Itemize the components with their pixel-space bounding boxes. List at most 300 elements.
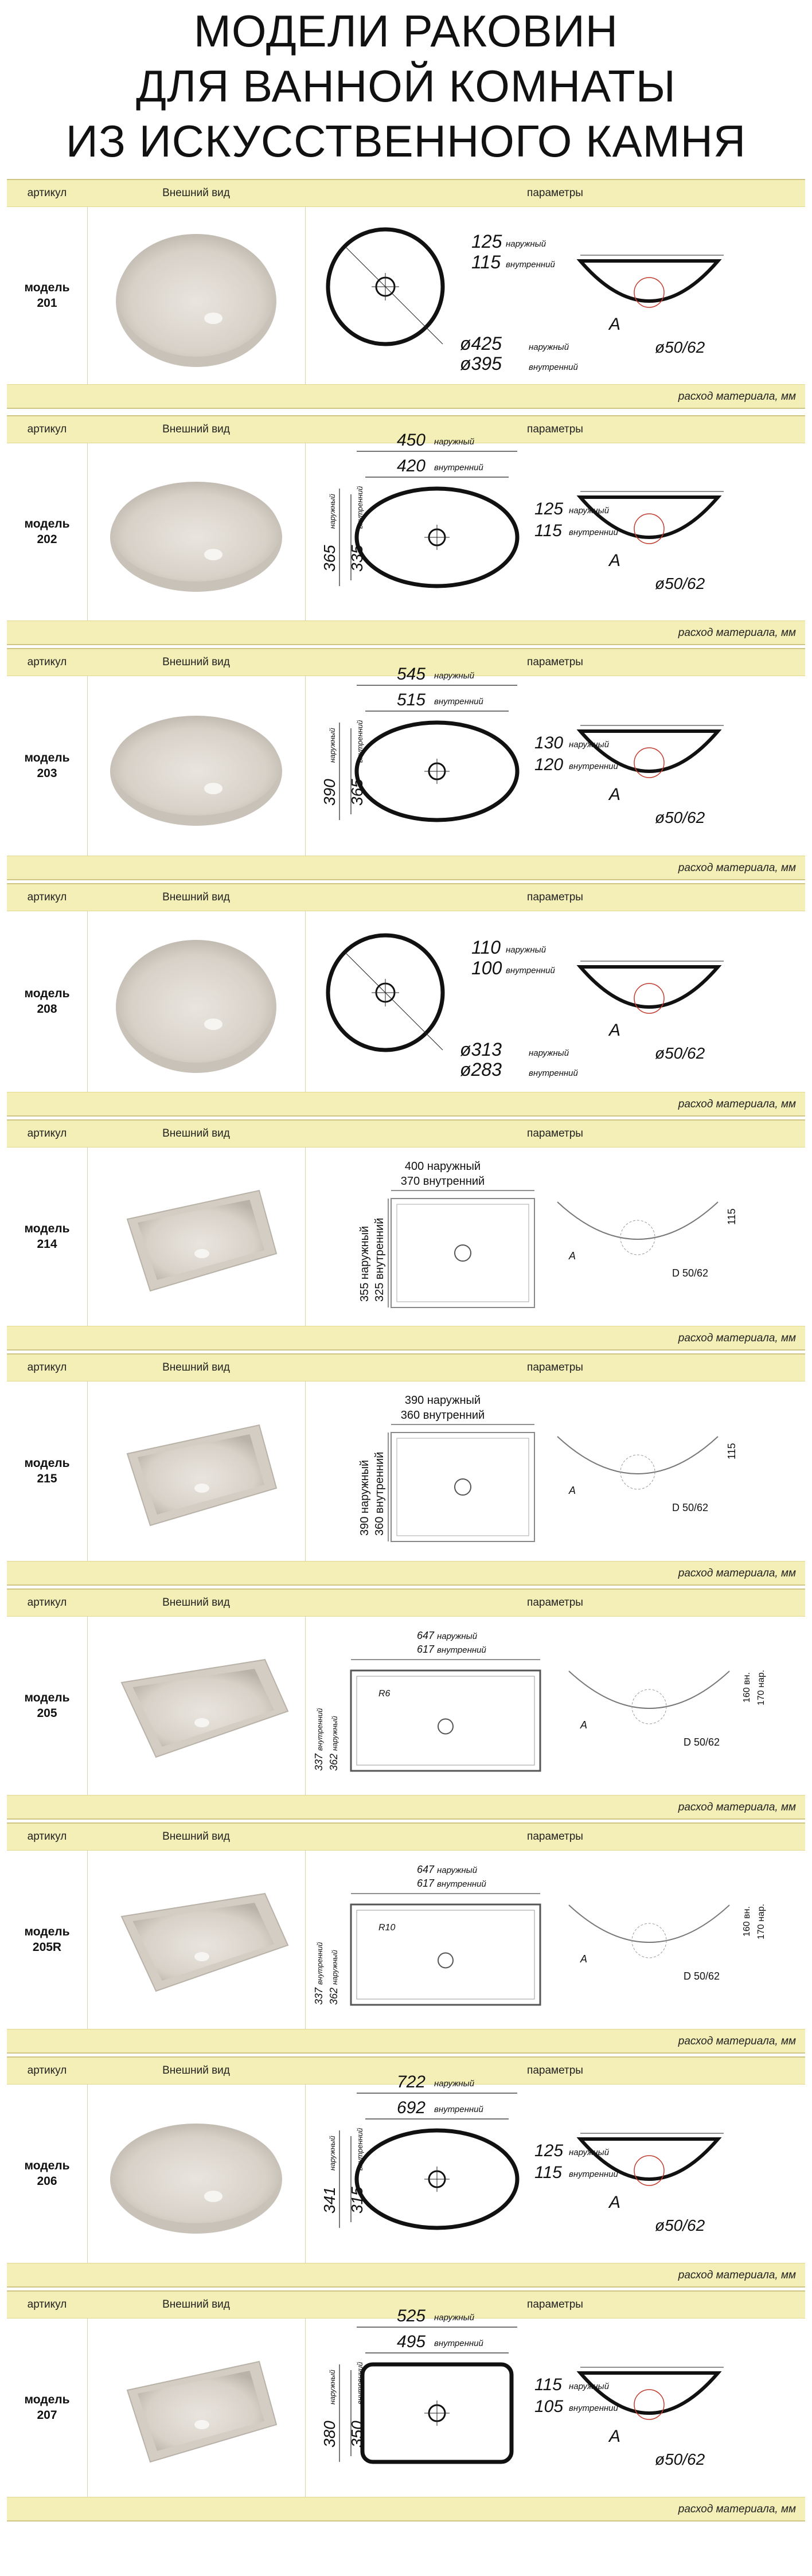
sink-drawing	[305, 431, 805, 620]
table-footer	[7, 1326, 805, 1351]
footer-label: расход материала, мм	[678, 2035, 796, 2047]
sink-bowl	[118, 940, 274, 1063]
sink-image	[87, 2084, 305, 2263]
table-footer	[7, 1092, 805, 1117]
dimension-label: внутренний	[434, 2339, 483, 2348]
drain-label: D 50/62	[684, 1736, 720, 1748]
dimension-label: наружный	[529, 1048, 569, 1058]
header-appearance: Внешний вид	[162, 2064, 230, 2077]
dimension-label: внутренний	[356, 2128, 364, 2171]
dimension-label: 160 вн.	[742, 1906, 752, 1937]
dimension-label: 350	[348, 2421, 366, 2448]
table-footer	[7, 2029, 805, 2054]
technical-drawing	[305, 911, 805, 1092]
dimension-line	[345, 953, 443, 1050]
technical-drawing	[305, 1381, 805, 1561]
detail-circle	[632, 1689, 666, 1724]
header-params: параметры	[527, 1830, 583, 1843]
dimension-label: наружный	[328, 2370, 337, 2405]
header-params: параметры	[527, 656, 583, 668]
detail-marker: A	[609, 2193, 621, 2212]
drain-hole	[204, 2191, 222, 2202]
model-row	[7, 1147, 805, 1326]
model-label: модель	[24, 751, 70, 764]
inner-outline	[397, 1438, 529, 1536]
dimension-label: 130	[534, 733, 564, 752]
dimension-label: 110	[471, 937, 501, 958]
dimension-label: внутренний	[569, 2403, 618, 2413]
dimension-label: внутренний	[315, 1942, 324, 1985]
dimension-label: 120	[534, 755, 564, 774]
dimension-label: ø313	[460, 1039, 502, 1060]
header-article: артикул	[27, 656, 67, 668]
dimension-label: 515	[396, 690, 425, 709]
sink-image	[87, 1850, 305, 2029]
model-article	[7, 911, 88, 1092]
outer-outline	[391, 1433, 534, 1541]
dimension-label: наружный	[328, 494, 337, 529]
sink-image	[87, 1147, 305, 1326]
dimension-label: 390	[321, 779, 338, 806]
sink-photo	[87, 206, 306, 384]
inner-outline	[397, 1204, 529, 1302]
dimension-line	[345, 247, 443, 344]
header-appearance: Внешний вид	[162, 1830, 230, 1843]
model-row	[7, 1850, 805, 2029]
dimension-label: 360 внутренний	[373, 1451, 386, 1536]
dimension-label: 370 внутренний	[400, 1175, 485, 1188]
dimension-label: внутренний	[434, 2105, 483, 2114]
dimension-label: наружный	[328, 2136, 337, 2171]
footer-label: расход материала, мм	[678, 2503, 796, 2515]
footer-label: расход материала, мм	[678, 627, 796, 639]
model-article	[7, 676, 88, 856]
sink-drawing	[305, 1850, 805, 2029]
outer-outline	[351, 1904, 540, 2005]
drain-label: D 50/62	[684, 1970, 720, 1982]
model-card	[7, 1822, 805, 2052]
dimension-label: 360 внутренний	[400, 1409, 485, 1422]
model-row	[7, 665, 805, 856]
drain-label: ø50/62	[655, 809, 705, 826]
title-line-1: МОДЕЛИ РАКОВИН	[193, 6, 619, 56]
drain-hole	[194, 1484, 209, 1493]
model-number: 203	[37, 767, 57, 780]
sink-photo	[87, 443, 306, 620]
outer-outline	[391, 1199, 534, 1307]
model-row	[7, 206, 805, 384]
model-article	[7, 443, 88, 620]
table-header	[7, 1353, 805, 1381]
drain-hole	[194, 2420, 209, 2429]
model-number: 201	[37, 296, 57, 310]
drain-label: ø50/62	[655, 2450, 705, 2468]
dimension-label: наружный	[506, 239, 546, 249]
drain-hole	[204, 783, 222, 794]
dimension-label: 170 нар.	[756, 1903, 766, 1939]
detail-circle	[632, 1923, 666, 1958]
dimension-label: внутренний	[437, 1879, 486, 1889]
dimension-label: 355 наружный	[358, 1225, 371, 1302]
dimension-label: 450	[396, 431, 425, 450]
dimension-label: 341	[321, 2187, 338, 2214]
model-row	[7, 1616, 805, 1795]
detail-marker: A	[609, 315, 621, 334]
model-number: 207	[37, 2409, 57, 2422]
sink-image	[87, 1381, 305, 1561]
dimension-label: внутренний	[529, 362, 578, 372]
model-article	[7, 1616, 88, 1795]
dimension-label: наружный	[569, 740, 610, 750]
footer-label: расход материала, мм	[678, 2269, 796, 2281]
dimension-label: 545	[396, 665, 425, 684]
sink-drawing	[305, 2306, 805, 2497]
detail-marker: A	[609, 785, 621, 804]
dimension-label: внутренний	[506, 966, 555, 975]
drain-label: ø50/62	[655, 1044, 705, 1062]
dimension-label: 365	[348, 779, 366, 806]
sink-image	[87, 443, 305, 620]
dimension-label: 315	[348, 2187, 366, 2214]
model-card	[7, 415, 805, 643]
dimension-label: внутренний	[315, 1708, 324, 1751]
dimension-label: внутренний	[356, 486, 364, 529]
sink-bowl	[112, 716, 280, 815]
table-header	[7, 883, 805, 911]
dimension-label: 125	[534, 2141, 564, 2160]
dimension-label: наружный	[437, 1632, 478, 1641]
model-row	[7, 2306, 805, 2497]
dimension-label: внутренний	[569, 2169, 618, 2179]
sink-photo	[87, 2318, 306, 2497]
sink-bowl	[118, 234, 274, 357]
technical-drawing	[305, 1616, 805, 1795]
drain-hole	[204, 549, 222, 560]
dimension-label: внутренний	[569, 762, 618, 771]
dimension-label: наружный	[569, 2382, 610, 2391]
table-footer	[7, 1561, 805, 1586]
sink-bowl	[112, 482, 280, 581]
header-appearance: Внешний вид	[162, 891, 230, 903]
detail-marker: A	[609, 551, 621, 570]
drain-outline	[455, 1245, 471, 1261]
header-params: параметры	[527, 1127, 583, 1139]
header-article: артикул	[27, 2064, 67, 2077]
dimension-label: наружный	[529, 342, 569, 352]
dimension-label: 647	[416, 1864, 434, 1875]
table-footer	[7, 620, 805, 645]
dimension-label: наружный	[330, 1716, 339, 1751]
table-header	[7, 1119, 805, 1148]
technical-drawing	[305, 431, 805, 620]
dimension-label: 647	[416, 1630, 434, 1641]
detail-marker: A	[609, 1021, 621, 1040]
header-article: артикул	[27, 1361, 67, 1373]
header-article: артикул	[27, 423, 67, 435]
table-footer	[7, 856, 805, 880]
dimension-label: 125	[471, 231, 502, 252]
sink-photo	[87, 2084, 306, 2263]
detail-circle	[634, 514, 664, 544]
dimension-label: 125	[534, 499, 564, 518]
model-row	[7, 431, 805, 620]
dimension-label: внутренний	[569, 528, 618, 537]
dimension-label: 617	[416, 1644, 434, 1655]
model-label: модель	[24, 1457, 70, 1470]
table-footer	[7, 2497, 805, 2522]
drain-hole	[204, 313, 222, 324]
model-label: модель	[24, 1691, 70, 1704]
dimension-label: 337	[313, 1753, 325, 1771]
header-params: параметры	[527, 891, 583, 903]
dimension-label: наружный	[434, 2313, 475, 2323]
detail-marker: A	[609, 2427, 621, 2446]
table-header	[7, 179, 805, 207]
sink-photo	[87, 1147, 306, 1326]
dimension-label: 100	[471, 958, 502, 978]
dimension-label: внутренний	[506, 260, 555, 270]
dimension-label: наружный	[434, 2079, 475, 2089]
model-article	[7, 1381, 88, 1561]
page-title	[0, 0, 812, 172]
header-appearance: Внешний вид	[162, 1127, 230, 1139]
dimension-label: 337	[313, 1987, 325, 2005]
model-row	[7, 911, 805, 1092]
detail-circle	[634, 2156, 664, 2185]
dimension-label: наружный	[569, 2148, 610, 2157]
dimension-label: 390 наружный	[404, 1394, 481, 1407]
sink-photo	[87, 1850, 306, 2029]
header-params: параметры	[527, 423, 583, 435]
header-params: параметры	[527, 1361, 583, 1373]
dimension-label: 365	[321, 545, 338, 572]
detail-circle	[634, 278, 664, 307]
drain-label: D 50/62	[672, 1502, 709, 1513]
sink-image	[87, 206, 305, 384]
footer-label: расход материала, мм	[678, 391, 796, 403]
header-params: параметры	[527, 2064, 583, 2077]
dimension-label: 115	[726, 1208, 737, 1225]
model-article	[7, 206, 88, 384]
dimension-label: внутренний	[356, 2362, 364, 2405]
model-row	[7, 1381, 805, 1561]
dimension-label: 115	[726, 1443, 737, 1459]
model-article	[7, 2318, 88, 2497]
dimension-label: 115	[534, 2163, 562, 2182]
model-number: 214	[37, 1238, 57, 1251]
dimension-label: внутренний	[434, 697, 483, 707]
dimension-label: R6	[378, 1689, 391, 1699]
dimension-label: внутренний	[434, 463, 483, 473]
model-number: 205	[37, 1707, 57, 1720]
dimension-label: 390 наружный	[358, 1459, 371, 1536]
header-appearance: Внешний вид	[162, 2298, 230, 2310]
header-article: артикул	[27, 891, 67, 903]
model-card	[7, 1353, 805, 1584]
model-label: модель	[24, 987, 70, 1000]
drain-hole	[204, 1018, 222, 1030]
drain-outline	[438, 1953, 453, 1968]
dimension-label: внутренний	[437, 1645, 486, 1655]
outer-outline	[351, 1671, 540, 1771]
model-number: 208	[37, 1002, 57, 1016]
detail-circle	[620, 1455, 655, 1489]
dimension-label: наружный	[434, 671, 475, 681]
dimension-label: 115	[534, 521, 562, 540]
sink-image	[87, 2318, 305, 2497]
footer-label: расход материала, мм	[678, 862, 796, 874]
model-number: 206	[37, 2175, 57, 2188]
dimension-label: 380	[321, 2421, 338, 2448]
dimension-label: 115	[534, 2375, 562, 2394]
detail-circle	[620, 1220, 655, 1255]
title-line-3: ИЗ ИСКУССТВЕННОГО КАМНЯ	[65, 116, 747, 166]
dimension-label: наружный	[328, 728, 337, 763]
side-profile	[580, 967, 718, 1007]
model-card	[7, 2290, 805, 2520]
dimension-label: 617	[416, 1878, 434, 1889]
dimension-label: 525	[396, 2306, 425, 2325]
sink-image	[87, 676, 305, 856]
model-card	[7, 883, 805, 1115]
sink-photo	[87, 911, 306, 1092]
dimension-label: 420	[396, 456, 425, 475]
dimension-label: R10	[378, 1923, 396, 1933]
header-params: параметры	[527, 1597, 583, 1609]
table-footer	[7, 2263, 805, 2288]
model-number: 202	[37, 533, 57, 546]
footer-label: расход материала, мм	[678, 1567, 796, 1579]
sink-image	[87, 911, 305, 1092]
technical-drawing	[305, 206, 805, 384]
dimension-label: наружный	[569, 506, 610, 516]
sink-bowl	[112, 2124, 280, 2223]
model-article	[7, 1850, 88, 2029]
dimension-label: наружный	[434, 437, 475, 447]
model-card	[7, 1588, 805, 1818]
header-appearance: Внешний вид	[162, 1361, 230, 1373]
sink-photo	[87, 1616, 306, 1795]
model-card	[7, 179, 805, 407]
footer-label: расход материала, мм	[678, 1098, 796, 1110]
sink-photo	[87, 1381, 306, 1561]
technical-drawing	[305, 665, 805, 856]
model-number: 205R	[32, 1941, 62, 1954]
model-article	[7, 2084, 88, 2263]
dimension-label: 692	[396, 2098, 425, 2117]
model-label: модель	[24, 1925, 70, 1938]
header-appearance: Внешний вид	[162, 656, 230, 668]
dimension-label: внутренний	[356, 720, 364, 763]
sink-drawing	[305, 1381, 805, 1561]
sink-image	[87, 1616, 305, 1795]
drain-hole	[194, 1249, 209, 1258]
drain-outline	[438, 1719, 453, 1734]
dimension-label: 115	[471, 252, 501, 272]
dimension-label: наружный	[330, 1950, 339, 1985]
model-row	[7, 2072, 805, 2263]
dimension-label: 362	[328, 1753, 339, 1771]
detail-marker: A	[580, 1953, 588, 1965]
detail-circle	[634, 983, 664, 1013]
table-footer	[7, 384, 805, 409]
sink-drawing	[305, 1147, 805, 1326]
sink-photo	[87, 676, 306, 856]
sink-drawing	[305, 206, 805, 384]
detail-marker: A	[580, 1719, 588, 1731]
model-card	[7, 648, 805, 879]
header-appearance: Внешний вид	[162, 1597, 230, 1609]
header-article: артикул	[27, 1597, 67, 1609]
dimension-label: внутренний	[529, 1068, 578, 1078]
header-article: артикул	[27, 2298, 67, 2310]
table-header	[7, 1822, 805, 1851]
dimension-label: 160 вн.	[742, 1672, 752, 1703]
drain-hole	[194, 1952, 209, 1961]
header-appearance: Внешний вид	[162, 187, 230, 199]
model-number: 215	[37, 1472, 57, 1485]
model-label: модель	[24, 517, 70, 530]
dimension-label: 722	[396, 2072, 425, 2091]
sink-drawing	[305, 665, 805, 856]
dimension-label: 105	[534, 2397, 564, 2416]
drain-hole	[194, 1718, 209, 1727]
sink-drawing	[305, 911, 805, 1092]
dimension-label: 362	[328, 1987, 339, 2005]
footer-label: расход материала, мм	[678, 1801, 796, 1813]
technical-drawing	[305, 1147, 805, 1326]
drain-label: ø50/62	[655, 575, 705, 592]
dimension-label: 495	[396, 2332, 425, 2351]
detail-circle	[634, 2390, 664, 2419]
header-params: параметры	[527, 187, 583, 199]
dimension-label: наружный	[506, 945, 546, 955]
model-label: модель	[24, 2393, 70, 2406]
model-card	[7, 2056, 805, 2286]
detail-marker: A	[569, 1250, 576, 1262]
dimension-label: 400 наружный	[404, 1160, 481, 1173]
header-article: артикул	[27, 187, 67, 199]
drain-label: D 50/62	[672, 1267, 709, 1279]
model-card	[7, 1119, 805, 1349]
drain-label: ø50/62	[655, 338, 705, 356]
technical-drawing	[305, 2306, 805, 2497]
table-footer	[7, 1795, 805, 1820]
header-article: артикул	[27, 1830, 67, 1843]
technical-drawing	[305, 1850, 805, 2029]
header-appearance: Внешний вид	[162, 423, 230, 435]
table-header	[7, 1588, 805, 1617]
model-article	[7, 1147, 88, 1326]
footer-label: расход материала, мм	[678, 1332, 796, 1344]
detail-circle	[634, 748, 664, 778]
sink-drawing	[305, 1616, 805, 1795]
dimension-label: 335	[348, 545, 366, 572]
drain-outline	[455, 1479, 471, 1495]
dimension-label: 170 нар.	[756, 1669, 766, 1705]
dimension-label: ø395	[460, 353, 502, 374]
title-line-2: ДЛЯ ВАННОЙ КОМНАТЫ	[136, 61, 676, 111]
model-label: модель	[24, 2159, 70, 2172]
model-label: модель	[24, 281, 70, 294]
model-label: модель	[24, 1222, 70, 1235]
dimension-label: наружный	[437, 1865, 478, 1875]
technical-drawing	[305, 2072, 805, 2263]
detail-marker: A	[569, 1485, 576, 1496]
drain-label: ø50/62	[655, 2216, 705, 2234]
dimension-label: ø283	[460, 1059, 502, 1080]
dimension-label: 325 внутренний	[373, 1217, 386, 1302]
